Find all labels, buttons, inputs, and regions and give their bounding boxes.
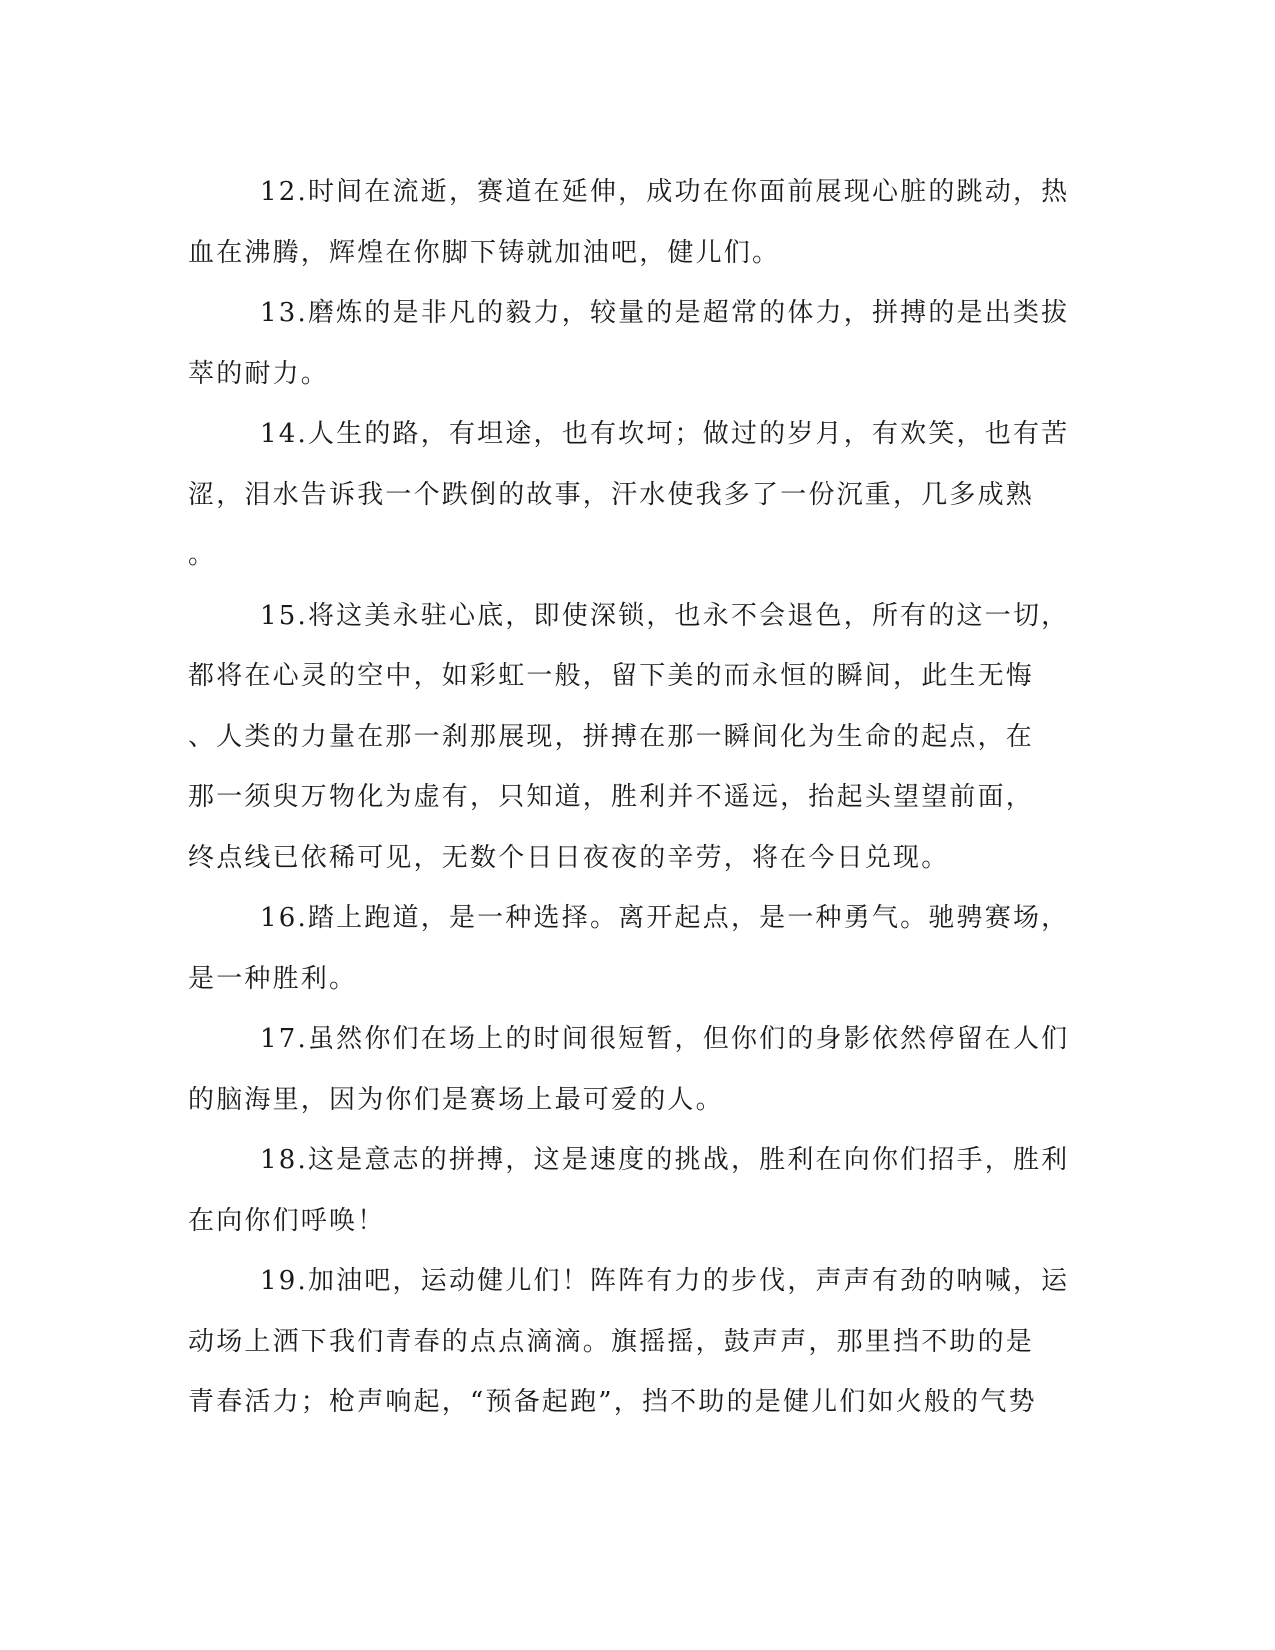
paragraph-line: 17.虽然你们在场上的时间很短暂，但你们的身影依然停留在人们 bbox=[260, 1024, 1070, 1054]
paragraph-line: 是一种胜利。 bbox=[188, 963, 358, 994]
paragraph-line: 19.加油吧，运动健儿们！阵阵有力的步伐，声声有劲的呐喊，运 bbox=[260, 1266, 1070, 1296]
paragraph-line: 18.这是意志的拼搏，这是速度的挑战，胜利在向你们招手，胜利 bbox=[260, 1145, 1070, 1175]
paragraph-16 bbox=[188, 888, 1074, 1009]
paragraph-line: 16.踏上跑道，是一种选择。离开起点，是一种勇气。驰骋赛场， bbox=[260, 903, 1070, 933]
paragraph-line: 15.将这美永驻心底，即使深锁，也永不会退色，所有的这一切， bbox=[260, 600, 1070, 631]
paragraph-line: 那一须臾万物化为虚有，只知道，胜利并不遥远，抬起头望望前面， bbox=[188, 782, 1035, 812]
paragraph-18 bbox=[188, 1130, 1074, 1251]
paragraph-19 bbox=[188, 1251, 1074, 1433]
paragraph-line: 。 bbox=[188, 540, 217, 570]
paragraph-line: 12.时间在流逝，赛道在延伸，成功在你面前展现心脏的跳动，热 bbox=[260, 177, 1070, 207]
paragraph-line: 的脑海里，因为你们是赛场上最可爱的人。 bbox=[188, 1084, 724, 1115]
paragraph-line: 动场上洒下我们青春的点点滴滴。旗摇摇，鼓声声，那里挡不助的是 bbox=[188, 1326, 1035, 1357]
paragraph-line: 涩，泪水告诉我一个跌倒的故事，汗水使我多了一份沉重，几多成熟 bbox=[188, 479, 1035, 510]
paragraph-line: 、人类的力量在那一刹那展现，拼搏在那一瞬间化为生命的起点，在 bbox=[188, 721, 1035, 752]
paragraph-12 bbox=[188, 162, 1074, 283]
paragraph-line: 14.人生的路，有坦途，也有坎坷；做过的岁月，有欢笑，也有苦 bbox=[260, 419, 1070, 449]
paragraph-line: 萃的耐力。 bbox=[188, 358, 330, 389]
paragraph-15 bbox=[188, 586, 1074, 889]
paragraph-line: 13.磨炼的是非凡的毅力，较量的是超常的体力，拼搏的是出类拔 bbox=[260, 298, 1070, 328]
paragraph-line: 终点线已依稀可见，无数个日日夜夜的辛劳，将在今日兑现。 bbox=[188, 842, 950, 873]
paragraph-line: 都将在心灵的空中，如彩虹一般，留下美的而永恒的瞬间，此生无悔 bbox=[188, 661, 1035, 691]
paragraph-14 bbox=[188, 404, 1074, 586]
paragraph-line: 青春活力；枪声响起，“预备起跑”，挡不助的是健儿们如火般的气势 bbox=[188, 1387, 1037, 1417]
paragraph-line: 在向你们呼唤！ bbox=[188, 1205, 386, 1236]
document-body bbox=[188, 162, 1074, 1433]
paragraph-13 bbox=[188, 283, 1074, 404]
paragraph-17 bbox=[188, 1009, 1074, 1130]
paragraph-line: 血在沸腾，辉煌在你脚下铸就加油吧，健儿们。 bbox=[188, 237, 781, 268]
